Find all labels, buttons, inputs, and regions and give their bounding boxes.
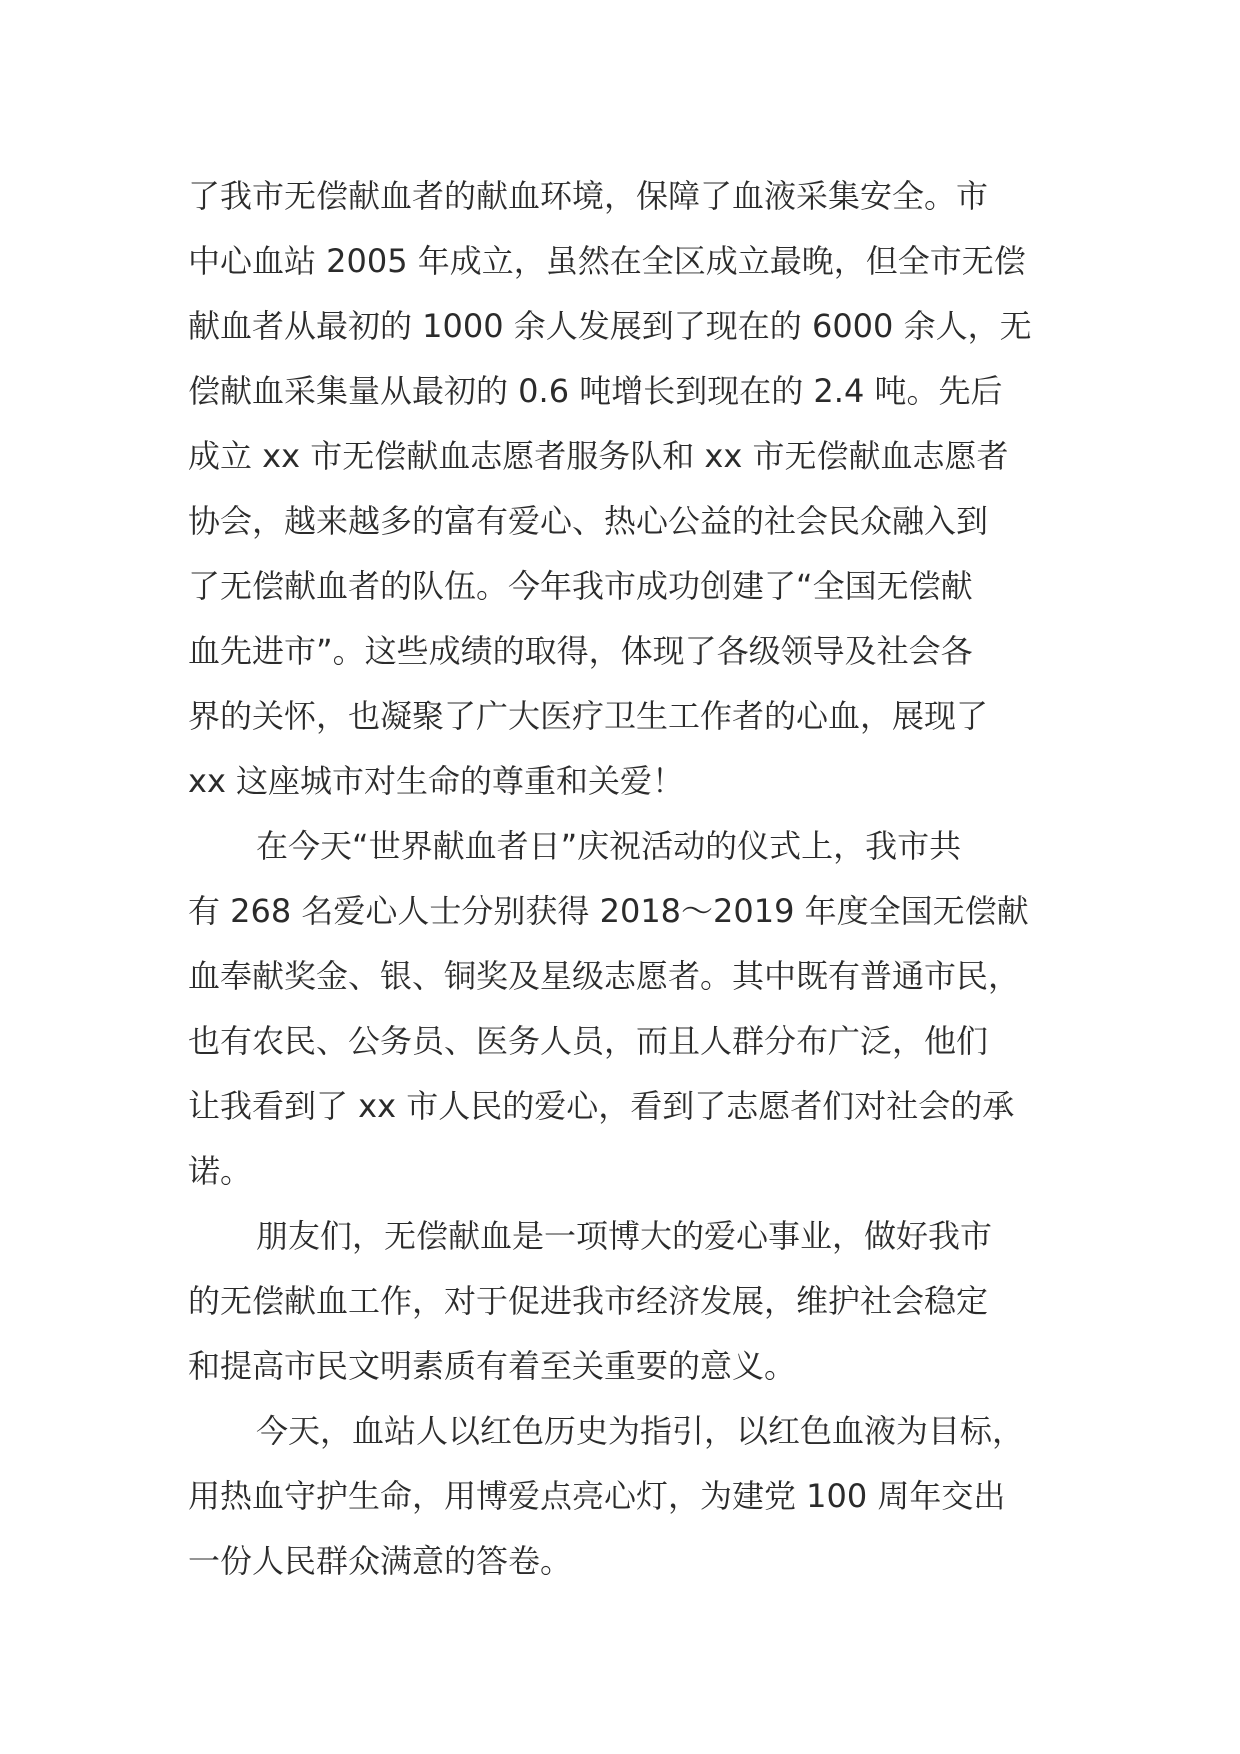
text-line: 了无偿献血者的队伍。今年我市成功创建了“全国无偿献 bbox=[188, 567, 973, 605]
body-text bbox=[188, 164, 1068, 1594]
text-line: 中心血站 2005 年成立，虽然在全区成立最晚，但全市无偿 bbox=[188, 242, 1026, 280]
text-line: 诺。 bbox=[188, 1152, 253, 1190]
text-line: 协会，越来越多的富有爱心、热心公益的社会民众融入到 bbox=[188, 502, 989, 540]
paragraph-start-line: 朋友们，无偿献血是一项博大的爱心事业，做好我市 bbox=[256, 1217, 993, 1255]
paragraph-start-line: 在今天“世界献血者日”庆祝活动的仪式上，我市共 bbox=[256, 827, 962, 865]
paragraph-start-line: 今天，血站人以红色历史为指引，以红色血液为目标， bbox=[256, 1412, 1025, 1450]
text-line: 偿献血采集量从最初的 0.6 吨增长到现在的 2.4 吨。先后 bbox=[188, 372, 1003, 410]
text-line: 血先进市”。这些成绩的取得，体现了各级领导及社会各 bbox=[188, 632, 973, 670]
text-line: 用热血守护生命，用博爱点亮心灯，为建党 100 周年交出 bbox=[188, 1477, 1006, 1515]
text-line: 界的关怀，也凝聚了广大医疗卫生工作者的心血，展现了 bbox=[188, 697, 989, 735]
text-line: 让我看到了 xx 市人民的爱心，看到了志愿者们对社会的承 bbox=[188, 1087, 1015, 1125]
text-line: 了我市无偿献血者的献血环境，保障了血液采集安全。市 bbox=[188, 177, 989, 215]
text-line: 血奉献奖金、银、铜奖及星级志愿者。其中既有普通市民， bbox=[188, 957, 1021, 995]
text-line: 一份人民群众满意的答卷。 bbox=[188, 1542, 573, 1580]
text-line: 有 268 名爱心人士分别获得 2018～2019 年度全国无偿献 bbox=[188, 892, 1029, 930]
text-line: 的无偿献血工作，对于促进我市经济发展，维护社会稳定 bbox=[188, 1282, 989, 1320]
text-line: 成立 xx 市无偿献血志愿者服务队和 xx 市无偿献血志愿者 bbox=[188, 437, 1009, 475]
text-line: 和提高市民文明素质有着至关重要的意义。 bbox=[188, 1347, 797, 1385]
text-line: 献血者从最初的 1000 余人发展到了现在的 6000 余人，无 bbox=[188, 307, 1032, 345]
text-line: 也有农民、公务员、医务人员，而且人群分布广泛，他们 bbox=[188, 1022, 989, 1060]
text-line: xx 这座城市对生命的尊重和关爱！ bbox=[188, 762, 685, 800]
